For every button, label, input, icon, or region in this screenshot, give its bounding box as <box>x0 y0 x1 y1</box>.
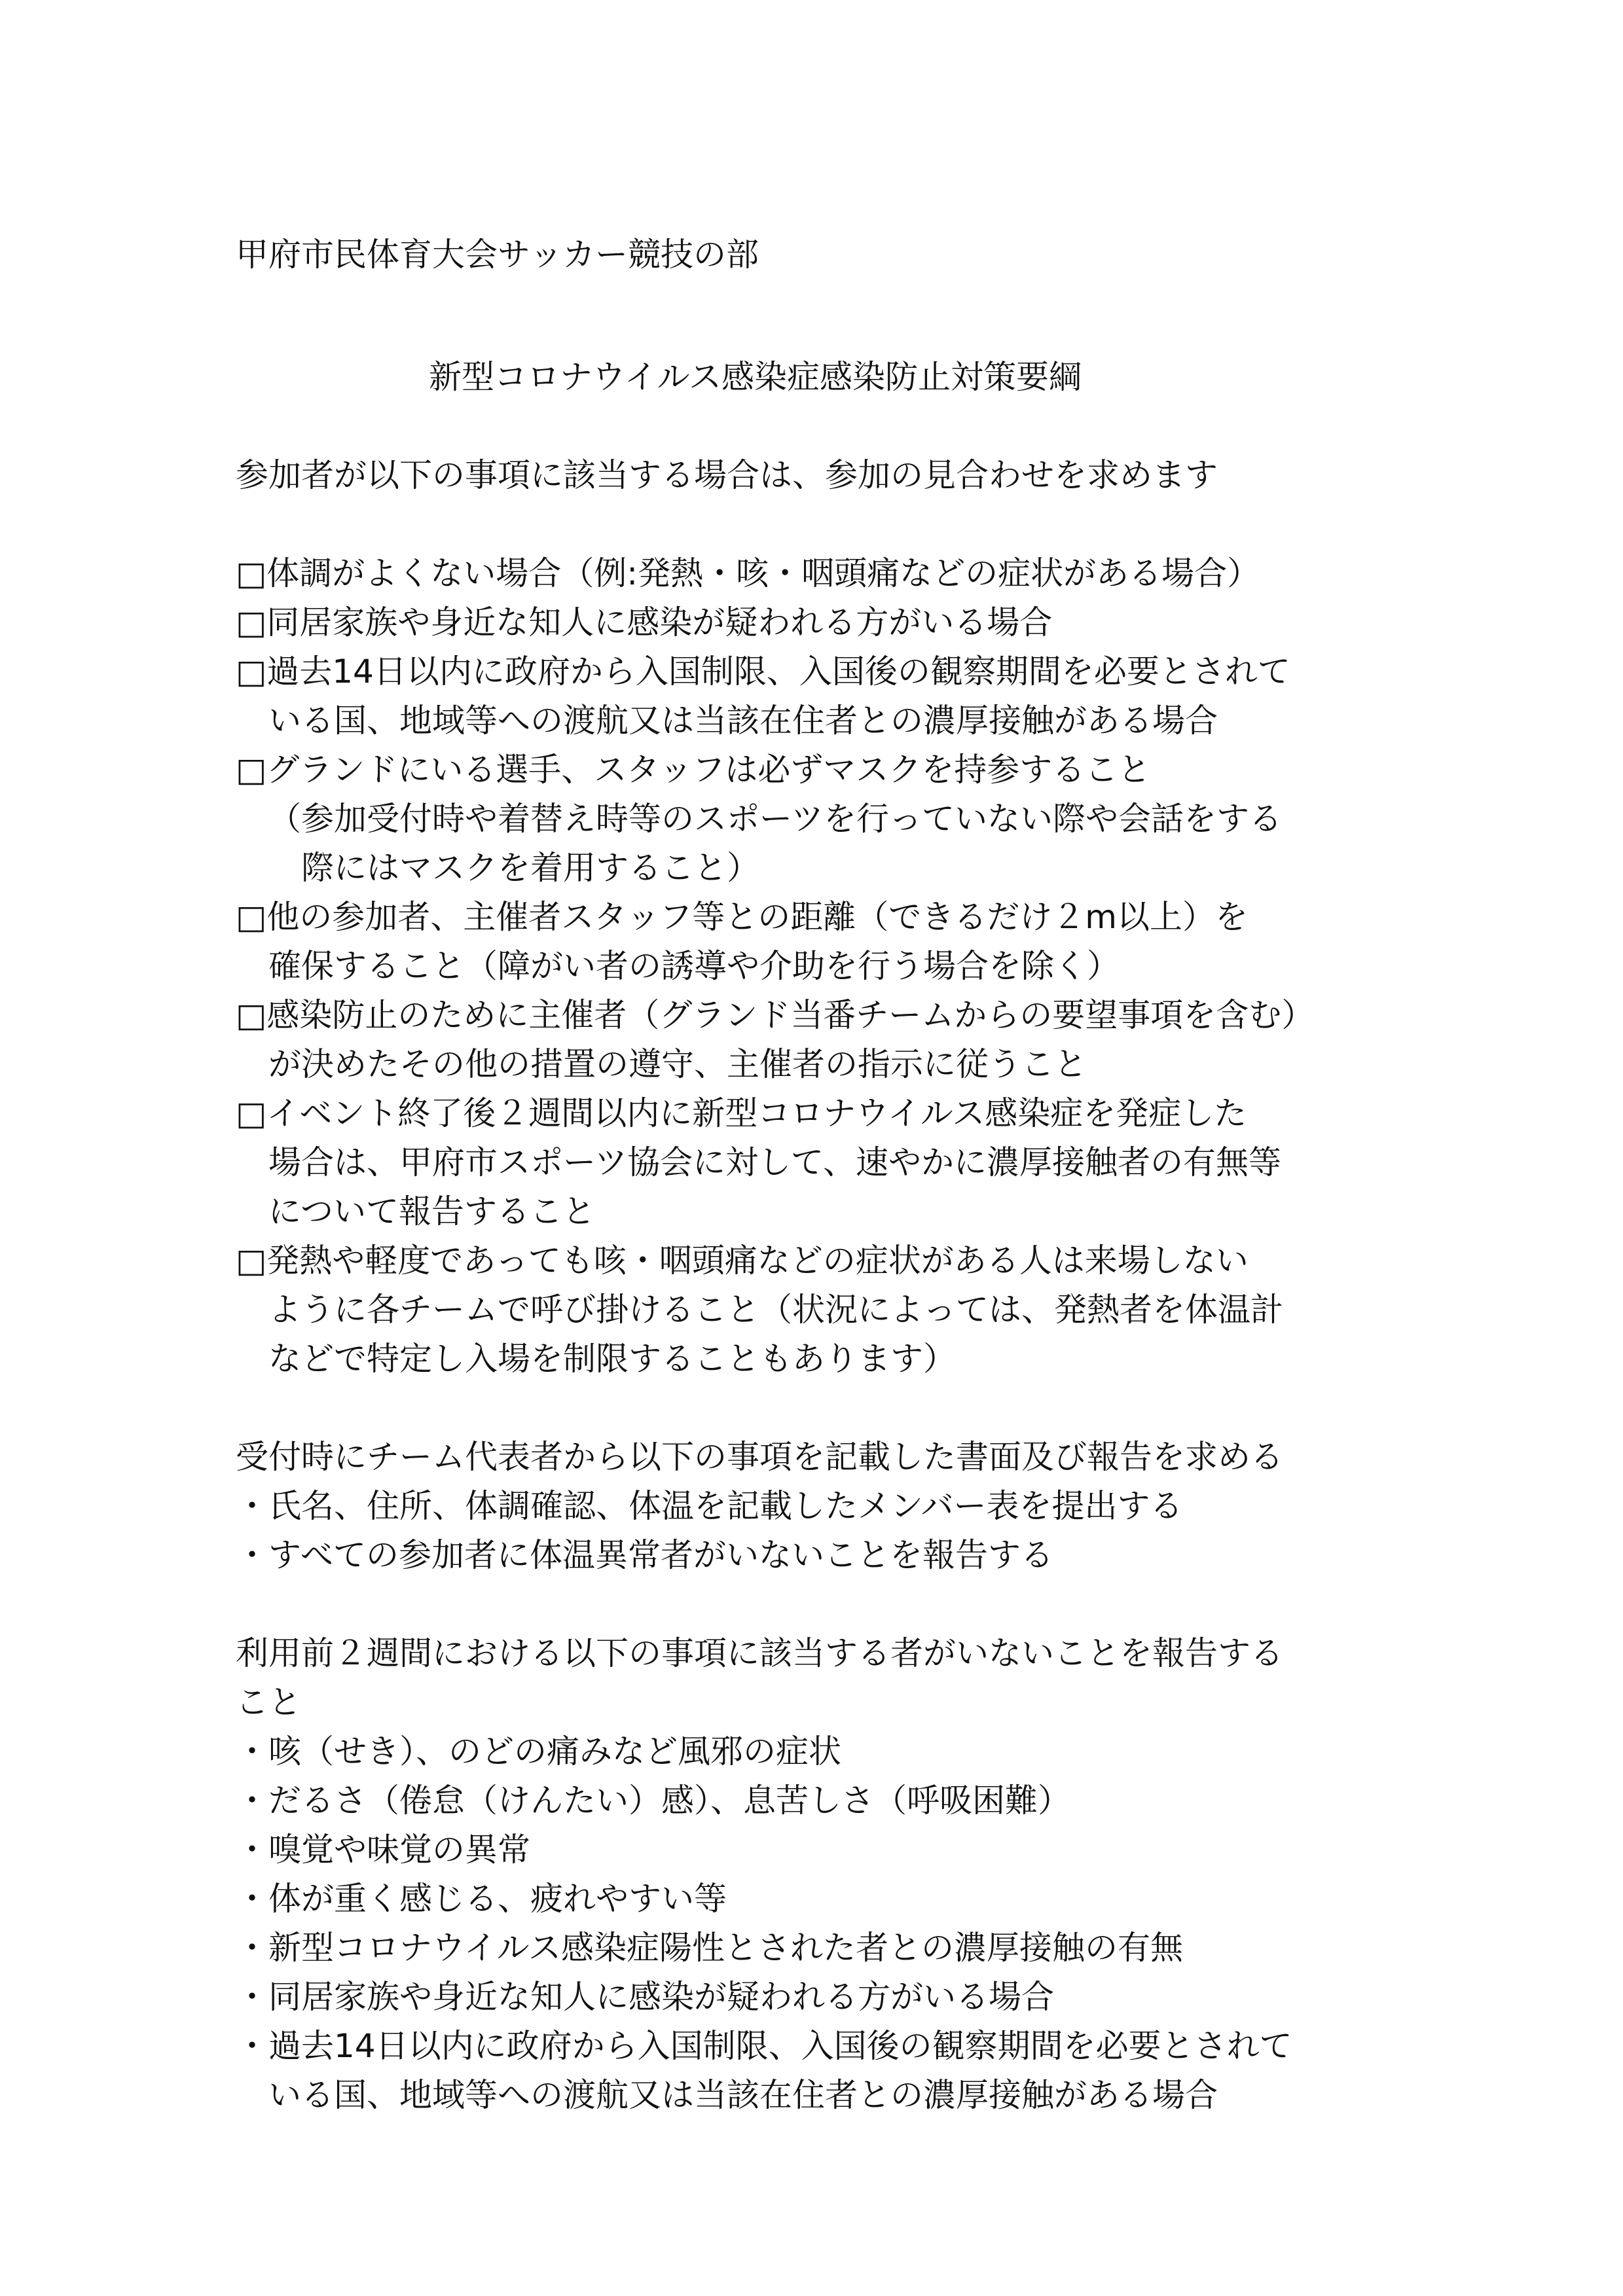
section2-list <box>236 1482 1414 1580</box>
section1-heading: 参加者が以下の事項に該当する場合は、参加の見合わせを求めます <box>236 456 1218 494</box>
checklist-item-line: □同居家族や身近な知人に感染が疑われる方がいる場合 <box>236 603 1053 641</box>
checklist-item <box>236 1089 1414 1236</box>
bullet-item: ・咳（せき）、のどの痛みなど風邪の症状 <box>236 1732 841 1770</box>
checklist-item <box>236 1236 1414 1384</box>
section1-list <box>236 549 1414 1384</box>
bullet-item: ・体が重く感じる、疲れやすい等 <box>236 1880 727 1918</box>
checklist-item-line: などで特定し入場を制限することもあります） <box>268 1340 956 1378</box>
checklist-item-line: （参加受付時や着替え時等のスポーツを行っていない際や会話をする <box>268 800 1282 838</box>
section3-heading-continued: こと <box>236 1683 301 1721</box>
checklist-item <box>236 647 1414 745</box>
checklist-item-line: □他の参加者、主催者スタッフ等との距離（できるだけ２m以上）を <box>236 898 1248 936</box>
checklist-item-line: □イベント終了後２週間以内に新型コロナウイルス感染症を発症した <box>236 1094 1247 1132</box>
checklist-item-line: □過去14日以内に政府から入国制限、入国後の観察期間を必要とされて <box>236 653 1290 691</box>
bullet-item: ・だるさ（倦怠（けんたい）感）、息苦しさ（呼吸困難） <box>236 1782 1070 1820</box>
spacer <box>236 1384 1414 1433</box>
checklist-item <box>236 991 1414 1089</box>
organization-title: 甲府市民体育大会サッカー競技の部 <box>236 236 759 274</box>
checklist-item <box>236 893 1414 991</box>
bullet-item: ・同居家族や身近な知人に感染が疑われる方がいる場合 <box>236 1978 1054 2016</box>
section3-list <box>236 1727 1414 2120</box>
document-page <box>236 230 1414 2120</box>
checklist-item-line: 際にはマスクを着用すること） <box>301 849 759 887</box>
bullet-item: ・新型コロナウイルス感染症陽性とされた者との濃厚接触の有無 <box>236 1929 1183 1967</box>
bullet-item <box>236 2022 1414 2120</box>
bullet-item: ・嗅覚や味覚の異常 <box>236 1831 530 1869</box>
checklist-item-line: が決めたその他の措置の遵守、主催者の指示に従うこと <box>268 1045 1087 1083</box>
bullet-item-line: いる国、地域等への渡航又は当該在住者との濃厚接触がある場合 <box>268 2076 1218 2114</box>
bullet-item: ・氏名、住所、体調確認、体温を記載したメンバー表を提出する <box>236 1487 1183 1525</box>
section3-heading: 利用前２週間における以下の事項に該当する者がいないことを報告する <box>236 1634 1283 1672</box>
checklist-item <box>236 549 1414 598</box>
section2-heading: 受付時にチーム代表者から以下の事項を記載した書面及び報告を求める <box>236 1438 1283 1476</box>
bullet-item: ・すべての参加者に体温異常者がいないことを報告する <box>236 1536 1053 1574</box>
checklist-item-line: ように各チームで呼び掛けること（状況によっては、発熱者を体温計 <box>268 1291 1283 1329</box>
checklist-item <box>236 598 1414 647</box>
checklist-item-line: について報告すること <box>268 1193 595 1230</box>
checklist-item <box>236 745 1414 893</box>
checklist-item-line: 場合は、甲府市スポーツ協会に対して、速やかに濃厚接触者の有無等 <box>268 1143 1281 1181</box>
document-title: 新型コロナウイルス感染症感染防止対策要綱 <box>429 358 1082 396</box>
bullet-item-line: ・過去14日以内に政府から入国制限、入国後の観察期間を必要とされて <box>236 2027 1292 2065</box>
checklist-item-line: □感染防止のために主催者（グランド当番チームからの要望事項を含む） <box>236 996 1315 1034</box>
checklist-item-line: 確保すること（障がい者の誘導や介助を行う場合を除く） <box>268 947 1120 985</box>
spacer <box>236 1580 1414 1629</box>
checklist-item-line: □体調がよくない場合（例:発熱・咳・咽頭痛などの症状がある場合） <box>236 554 1260 592</box>
checklist-item-line: □発熱や軽度であっても咳・咽頭痛などの症状がある人は来場しない <box>236 1242 1249 1280</box>
checklist-item-line: □グランドにいる選手、スタッフは必ずマスクを持参すること <box>236 751 1151 789</box>
checklist-item-line: いる国、地域等への渡航又は当該在住者との濃厚接触がある場合 <box>268 702 1218 740</box>
